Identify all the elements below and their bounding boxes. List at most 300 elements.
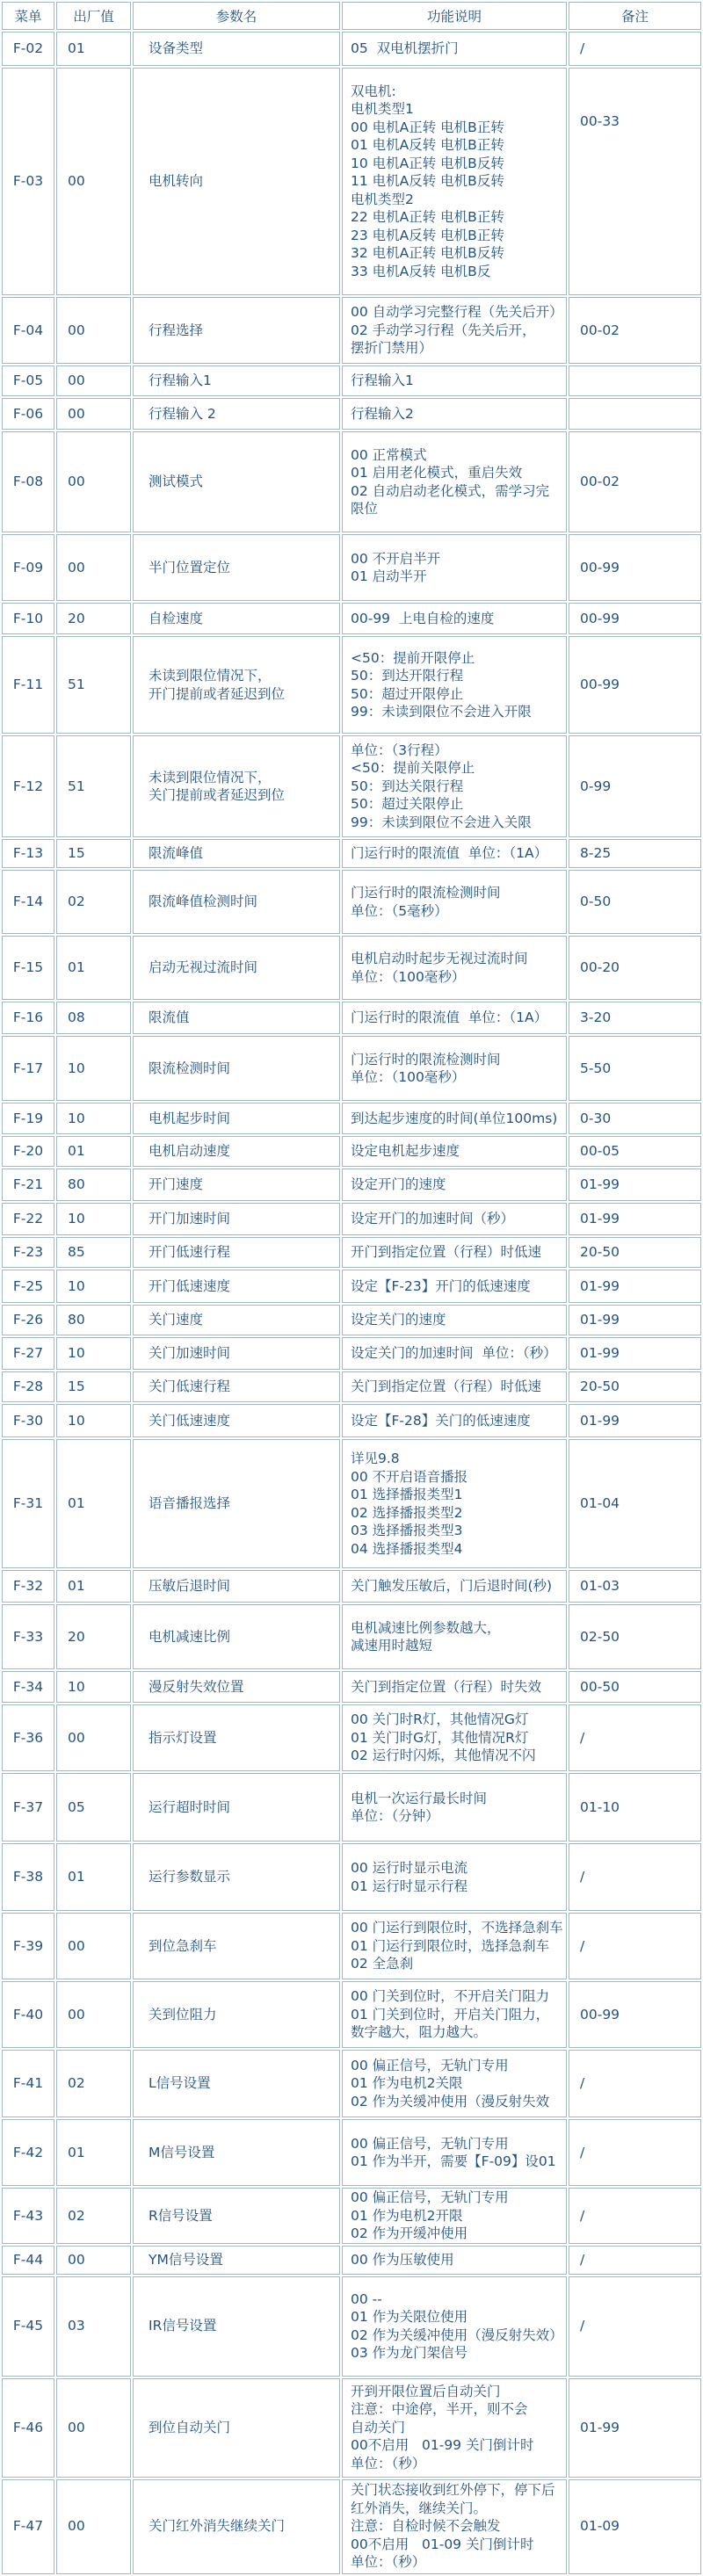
header-description: 功能说明 (342, 2, 567, 30)
menu-code-cell (2, 1203, 54, 1235)
default-value-cell-text: 10 (68, 1211, 85, 1227)
default-value-cell-text: 10 (68, 1412, 85, 1429)
menu-code-cell (2, 32, 54, 66)
param-name-cell-text: 行程输入 2 (149, 405, 216, 422)
description-cell (342, 1305, 567, 1335)
param-name-cell-text: 行程输入1 (149, 373, 212, 389)
table-row (2, 2188, 701, 2244)
remark-cell-text: 8-25 (580, 845, 612, 862)
remark-cell-text: 0-50 (580, 894, 612, 910)
table-row (2, 2246, 701, 2275)
menu-code-cell-text: F-03 (12, 173, 44, 190)
remark-cell (569, 398, 701, 430)
table-row (2, 297, 701, 364)
default-value-cell-text: 20 (68, 610, 85, 626)
remark-cell (569, 636, 701, 734)
param-name-cell-text: 关门低速行程 (149, 1378, 231, 1395)
remark-cell (569, 297, 701, 364)
default-value-cell-text: 51 (68, 778, 85, 794)
param-name-cell-text: 关门低速速度 (149, 1412, 231, 1429)
remark-cell-text: / (580, 40, 585, 57)
remark-cell-text: / (580, 1729, 585, 1746)
menu-code-cell-text: F-31 (12, 1495, 44, 1512)
description-cell-text: 00 -- 01 作为关限位使用 02 作为关缓冲使用（漫反射失效） 03 作为龙门架信号 (351, 2290, 563, 2361)
description-cell (342, 365, 567, 396)
table-row (2, 1136, 701, 1167)
param-name-cell-text: 运行超时时间 (149, 1798, 231, 1815)
description-cell (342, 2246, 567, 2275)
description-cell (342, 68, 567, 295)
table-body (2, 32, 701, 2574)
remark-cell-text: 5-50 (580, 1060, 612, 1076)
remark-cell-text: 00-99 (580, 610, 620, 626)
default-value-cell (56, 1773, 131, 1842)
description-cell (342, 1169, 567, 1201)
default-value-cell (56, 603, 131, 634)
header-param-name: 参数名 (133, 2, 340, 30)
menu-code-cell (2, 2188, 54, 2244)
menu-code-cell-text: F-46 (12, 2419, 44, 2435)
param-name-cell-text: 语音播报选择 (149, 1495, 231, 1512)
menu-code-cell-text: F-19 (12, 1110, 44, 1126)
default-value-cell (56, 936, 131, 1000)
remark-cell-text: 01-09 (580, 2518, 620, 2535)
param-name-cell-text: 开门速度 (149, 1176, 204, 1193)
default-value-cell-text: 00 (68, 1937, 85, 1954)
menu-code-cell-text: F-11 (12, 677, 44, 693)
description-cell-text: 00 偏正信号，无轨门专用 01 作为电机2开限 02 作为开缓冲使用 (351, 2189, 509, 2241)
default-value-cell-text: 00 (68, 2251, 85, 2268)
menu-code-cell-text: F-09 (12, 559, 44, 575)
menu-code-cell-text: F-04 (12, 322, 44, 338)
default-value-cell (56, 1913, 131, 1979)
param-name-cell (133, 2119, 340, 2186)
menu-code-cell (2, 1371, 54, 1402)
menu-code-cell-text: F-14 (12, 894, 44, 910)
remark-cell-text: 00-99 (580, 559, 620, 575)
remark-cell-text: / (580, 2207, 585, 2224)
default-value-cell-text: 02 (68, 2207, 85, 2224)
menu-code-cell (2, 1913, 54, 1979)
default-value-cell (56, 534, 131, 601)
param-name-cell (133, 68, 340, 295)
remark-cell-text: 01-03 (580, 1578, 620, 1595)
menu-code-cell-text: F-43 (12, 2207, 44, 2224)
remark-cell (569, 1570, 701, 1603)
description-cell-text: 关门触发压敏后，门后退时间(秒) (351, 1578, 553, 1595)
menu-code-cell (2, 1671, 54, 1703)
remark-cell-text: 01-99 (580, 1211, 620, 1227)
default-value-cell-text: 10 (68, 1110, 85, 1126)
param-name-cell-text: 未读到限位情况下， 开门提前或者延迟到位 (149, 668, 286, 702)
header-default-value: 出厂值 (56, 2, 131, 30)
param-name-cell-text: IR信号设置 (149, 2318, 217, 2334)
table-row (2, 1604, 701, 1669)
table-row (2, 1439, 701, 1568)
menu-code-cell-text: F-23 (12, 1244, 44, 1261)
param-name-cell-text: L信号设置 (149, 2075, 211, 2092)
menu-code-cell-text: F-27 (12, 1345, 44, 1362)
description-cell-text: 设定【F-28】关门的低速速度 (351, 1412, 531, 1429)
menu-code-cell-text: F-39 (12, 1937, 44, 1954)
table-row (2, 1169, 701, 1201)
param-name-cell (133, 297, 340, 364)
default-value-cell (56, 1203, 131, 1235)
table-row (2, 636, 701, 734)
default-value-cell-text: 10 (68, 1060, 85, 1076)
default-value-cell-text: 10 (68, 1277, 85, 1294)
menu-code-cell-text: F-33 (12, 1628, 44, 1645)
remark-cell (569, 1337, 701, 1370)
default-value-cell (56, 1103, 131, 1134)
param-name-cell (133, 1002, 340, 1034)
remark-cell (569, 735, 701, 837)
remark-cell-text: / (580, 1937, 585, 1954)
description-cell-text: 双电机: 电机类型1 00 电机A正转 电机B正转 01 电机A反转 电机B正转 10 电机A正转 电机B反转 11 电机A反转 电机B反转 电机类型2 22 电机A正转 电机B正转 23 电机A反转 电机B正转 32 电机A正转 电机B反转 33 电机A反转 电机B反 (351, 83, 504, 279)
default-value-cell (56, 398, 131, 430)
table-row (2, 1270, 701, 1303)
default-value-cell (56, 636, 131, 734)
description-cell-text: 门运行时的限流值 单位：（1A） (351, 1009, 548, 1026)
description-cell (342, 2119, 567, 2186)
menu-code-cell (2, 2479, 54, 2574)
remark-cell-text: / (580, 2318, 585, 2334)
default-value-cell (56, 870, 131, 934)
menu-code-cell-text: F-40 (12, 2006, 44, 2022)
default-value-cell (56, 1305, 131, 1335)
remark-cell (569, 2378, 701, 2478)
default-value-cell-text: 05 (68, 1798, 85, 1815)
table-row (2, 1913, 701, 1979)
table-row (2, 1981, 701, 2048)
menu-code-cell-text: F-45 (12, 2318, 44, 2334)
param-name-cell-text: 设备类型 (149, 40, 204, 57)
default-value-cell-text: 00 (68, 173, 85, 190)
description-cell-text: 00 运行时显示电流 01 运行时显示行程 (351, 1860, 468, 1894)
description-cell-text: 门运行时的限流检测时间 单位：（5毫秒） (351, 885, 501, 919)
menu-code-cell (2, 735, 54, 837)
param-name-cell-text: 开门低速行程 (149, 1244, 231, 1261)
description-cell (342, 1913, 567, 1979)
menu-code-cell (2, 365, 54, 396)
remark-cell (569, 2050, 701, 2117)
menu-code-cell-text: F-28 (12, 1378, 44, 1395)
param-name-cell-text: 电机起步时间 (149, 1110, 231, 1126)
menu-code-cell (2, 1604, 54, 1669)
menu-code-cell (2, 1103, 54, 1134)
table-row (2, 365, 701, 396)
menu-code-cell (2, 2276, 54, 2377)
table-row (2, 398, 701, 430)
param-name-cell (133, 1103, 340, 1134)
remark-cell-text: 01-99 (580, 1312, 620, 1328)
description-cell-text: 设定开门的加速时间（秒） (351, 1211, 515, 1227)
description-cell-text: 设定【F-23】开门的低速速度 (351, 1277, 531, 1294)
table-row (2, 1570, 701, 1603)
description-cell (342, 2479, 567, 2574)
default-value-cell-text: 80 (68, 1312, 85, 1328)
description-cell (342, 2188, 567, 2244)
param-name-cell (133, 1404, 340, 1437)
menu-code-cell-text: F-17 (12, 1060, 44, 1076)
remark-cell-text: 00-99 (580, 677, 620, 693)
param-name-cell-text: 电机启动速度 (149, 1143, 231, 1160)
menu-code-cell (2, 2050, 54, 2117)
description-cell-text: 00 作为压敏使用 (351, 2251, 454, 2268)
table-row (2, 68, 701, 295)
default-value-cell-text: 20 (68, 1628, 85, 1645)
menu-code-cell (2, 1404, 54, 1437)
param-name-cell-text: 运行参数显示 (149, 1869, 231, 1885)
default-value-cell-text: 00 (68, 405, 85, 422)
remark-cell (569, 1103, 701, 1134)
description-cell-text: 开到开限位置后自动关门 注意：中途停，半开，则不会 自动关门 00不启用 01-99 关门倒计时 单位：（秒） (351, 2383, 534, 2471)
table-row (2, 1773, 701, 1842)
menu-code-cell (2, 398, 54, 430)
remark-cell-text: 01-99 (580, 1345, 620, 1362)
menu-code-cell-text: F-38 (12, 1869, 44, 1885)
menu-code-cell (2, 431, 54, 532)
menu-code-cell-text: F-32 (12, 1578, 44, 1595)
menu-code-cell-text: F-30 (12, 1412, 44, 1429)
default-value-cell (56, 2378, 131, 2478)
description-cell-text: 详见9.8 00 不开启语音播报 01 选择播报类型1 02 选择播报类型2 03 选择播报类型3 04 选择播报类型4 (351, 1451, 468, 1557)
default-value-cell (56, 32, 131, 66)
description-cell (342, 1136, 567, 1167)
description-cell (342, 1604, 567, 1669)
menu-code-cell (2, 1570, 54, 1603)
description-cell (342, 1570, 567, 1603)
remark-cell-text: 20-50 (580, 1378, 620, 1395)
table-row (2, 603, 701, 634)
table-row (2, 2119, 701, 2186)
description-cell (342, 839, 567, 868)
description-cell (342, 1036, 567, 1101)
default-value-cell (56, 2119, 131, 2186)
description-cell-text: 设定电机起步速度 (351, 1143, 460, 1160)
param-name-cell (133, 636, 340, 734)
default-value-cell-text: 00 (68, 322, 85, 338)
param-name-cell (133, 534, 340, 601)
remark-cell (569, 2119, 701, 2186)
default-value-cell-text: 80 (68, 1176, 85, 1193)
header-row (2, 2, 701, 30)
description-cell (342, 1981, 567, 2048)
param-name-cell (133, 2378, 340, 2478)
remark-cell-text: 01-99 (580, 1412, 620, 1429)
description-cell-text: 电机一次运行最长时间 单位：（分钟） (351, 1790, 488, 1824)
description-cell (342, 2050, 567, 2117)
description-cell (342, 32, 567, 66)
default-value-cell-text: 08 (68, 1009, 85, 1026)
remark-cell (569, 365, 701, 396)
remark-cell-text: 00-33 (580, 113, 620, 129)
remark-cell-text: 00-20 (580, 959, 620, 976)
description-cell (342, 1773, 567, 1842)
remark-cell-text: / (580, 2075, 585, 2092)
remark-cell (569, 1404, 701, 1437)
remark-cell (569, 1913, 701, 1979)
description-cell (342, 2378, 567, 2478)
default-value-cell-text: 00 (68, 559, 85, 575)
menu-code-cell-text: F-02 (12, 40, 44, 57)
menu-code-cell-text: F-22 (12, 1211, 44, 1227)
param-name-cell (133, 936, 340, 1000)
param-name-cell (133, 1671, 340, 1703)
remark-cell (569, 1136, 701, 1167)
default-value-cell-text: 00 (68, 2006, 85, 2022)
description-cell (342, 735, 567, 837)
menu-code-cell-text: F-20 (12, 1143, 44, 1160)
menu-code-cell (2, 1843, 54, 1911)
param-name-cell-text: 漫反射失效位置 (149, 1678, 244, 1695)
remark-cell (569, 1305, 701, 1335)
remark-cell-text: 00-02 (580, 322, 620, 338)
default-value-cell (56, 1570, 131, 1603)
menu-code-cell (2, 636, 54, 734)
remark-cell-text: / (580, 1869, 585, 1885)
description-cell-text: 行程输入1 (351, 373, 414, 389)
param-name-cell-text: 自检速度 (149, 610, 204, 626)
param-name-cell (133, 1843, 340, 1911)
description-cell-text: 00 不开启半开 01 启动半开 (351, 550, 441, 584)
remark-cell (569, 534, 701, 601)
default-value-cell-text: 00 (68, 474, 85, 490)
description-cell (342, 636, 567, 734)
default-value-cell-text: 85 (68, 1244, 85, 1261)
remark-cell (569, 431, 701, 532)
menu-code-cell (2, 1270, 54, 1303)
menu-code-cell (2, 1981, 54, 2048)
description-cell-text: 关门状态接收到红外停下，停下后 红外消失，继续关门。 注意：自检时候不会触发 00不启用 01-09 关门倒计时 单位：（秒） (351, 2482, 555, 2571)
param-name-cell-text: 指示灯设置 (149, 1729, 217, 1746)
param-name-cell-text: 关门加速时间 (149, 1345, 231, 1362)
param-name-cell (133, 365, 340, 396)
default-value-cell (56, 1169, 131, 1201)
default-value-cell-text: 01 (68, 959, 85, 976)
remark-cell (569, 1203, 701, 1235)
remark-cell (569, 1439, 701, 1568)
description-cell-text: <50：提前开限停止 50：到达开限行程 50：超过开限停止 99：未读到限位不会进入开限 (351, 649, 532, 720)
default-value-cell (56, 1136, 131, 1167)
table-row (2, 839, 701, 868)
param-name-cell-text: 电机减速比例 (149, 1628, 231, 1645)
param-name-cell-text: 压敏后退时间 (149, 1578, 231, 1595)
table-row (2, 534, 701, 601)
description-cell-text: 00 自动学习完整行程（先关后开） 02 手动学习行程（先关后开， 摆折门禁用） (351, 304, 563, 357)
description-cell (342, 297, 567, 364)
header-remark: 备注 (569, 2, 701, 30)
table-row (2, 1305, 701, 1335)
default-value-cell (56, 68, 131, 295)
default-value-cell (56, 1036, 131, 1101)
remark-cell (569, 1604, 701, 1669)
default-value-cell (56, 431, 131, 532)
default-value-cell-text: 02 (68, 2075, 85, 2092)
param-name-cell (133, 1439, 340, 1568)
param-name-cell-text: 半门位置定位 (149, 559, 231, 575)
description-cell (342, 1203, 567, 1235)
param-name-cell (133, 1136, 340, 1167)
remark-cell (569, 1773, 701, 1842)
remark-cell-text: 00-02 (580, 474, 620, 490)
default-value-cell (56, 1270, 131, 1303)
param-name-cell-text: 到位自动关门 (149, 2419, 231, 2435)
description-cell (342, 1270, 567, 1303)
menu-code-cell (2, 1305, 54, 1335)
remark-cell-text: 02-50 (580, 1628, 620, 1645)
menu-code-cell (2, 839, 54, 868)
description-cell-text: 设定关门的加速时间 单位：（秒） (351, 1345, 557, 1362)
remark-cell (569, 1036, 701, 1101)
table-row (2, 431, 701, 532)
remark-cell (569, 68, 701, 295)
description-cell (342, 1439, 567, 1568)
menu-code-cell-text: F-44 (12, 2251, 44, 2268)
table-row (2, 1704, 701, 1771)
param-name-cell (133, 839, 340, 868)
param-name-cell-text: R信号设置 (149, 2207, 213, 2224)
param-name-cell (133, 2050, 340, 2117)
remark-cell (569, 870, 701, 934)
table-row (2, 2479, 701, 2574)
default-value-cell (56, 1371, 131, 1402)
header-menu: 菜单 (2, 2, 54, 30)
remark-cell-text: 01-99 (580, 1277, 620, 1294)
remark-cell (569, 839, 701, 868)
menu-code-cell-text: F-26 (12, 1312, 44, 1328)
table-row (2, 1103, 701, 1134)
description-cell-text: 00 正常模式 01 启用老化模式，重启失效 02 自动启动老化模式，需学习完 限位 (351, 446, 550, 517)
menu-code-cell-text: F-05 (12, 373, 44, 389)
description-cell (342, 870, 567, 934)
default-value-cell (56, 365, 131, 396)
menu-code-cell (2, 2246, 54, 2275)
remark-cell (569, 1169, 701, 1201)
remark-cell (569, 2276, 701, 2377)
default-value-cell (56, 1337, 131, 1370)
default-value-cell (56, 2276, 131, 2377)
remark-cell-text: 0-30 (580, 1110, 612, 1126)
menu-code-cell-text: F-47 (12, 2518, 44, 2535)
remark-cell-text: / (580, 2144, 585, 2160)
param-name-cell (133, 1036, 340, 1101)
remark-cell-text: / (580, 2251, 585, 2268)
param-name-cell (133, 1237, 340, 1268)
remark-cell (569, 603, 701, 634)
default-value-cell-text: 03 (68, 2318, 85, 2334)
param-name-cell (133, 1604, 340, 1669)
param-name-cell (133, 2246, 340, 2275)
remark-cell (569, 1237, 701, 1268)
remark-cell-text: 3-20 (580, 1009, 612, 1026)
param-name-cell-text: 未读到限位情况下， 关门提前或者延迟到位 (149, 769, 286, 803)
default-value-cell (56, 1439, 131, 1568)
table-row (2, 1036, 701, 1101)
table-row (2, 1671, 701, 1703)
menu-code-cell (2, 1439, 54, 1568)
menu-code-cell (2, 1169, 54, 1201)
description-cell-text: 00 关门时R灯，其他情况G灯 01 关门时G灯，其他情况R灯 02 运行时闪烁，其他情况不闪 (351, 1711, 536, 1764)
default-value-cell-text: 01 (68, 1143, 85, 1160)
default-value-cell-text: 00 (68, 373, 85, 389)
description-cell-text: 电机启动时起步无视过流时间 单位：（100毫秒） (351, 951, 528, 985)
default-value-cell (56, 1671, 131, 1703)
description-cell-text: 开门到指定位置（行程）时低速 (351, 1244, 542, 1261)
table-row (2, 1203, 701, 1235)
description-cell-text: 门运行时的限流检测时间 单位：（100毫秒） (351, 1051, 501, 1085)
menu-code-cell-text: F-41 (12, 2075, 44, 2092)
